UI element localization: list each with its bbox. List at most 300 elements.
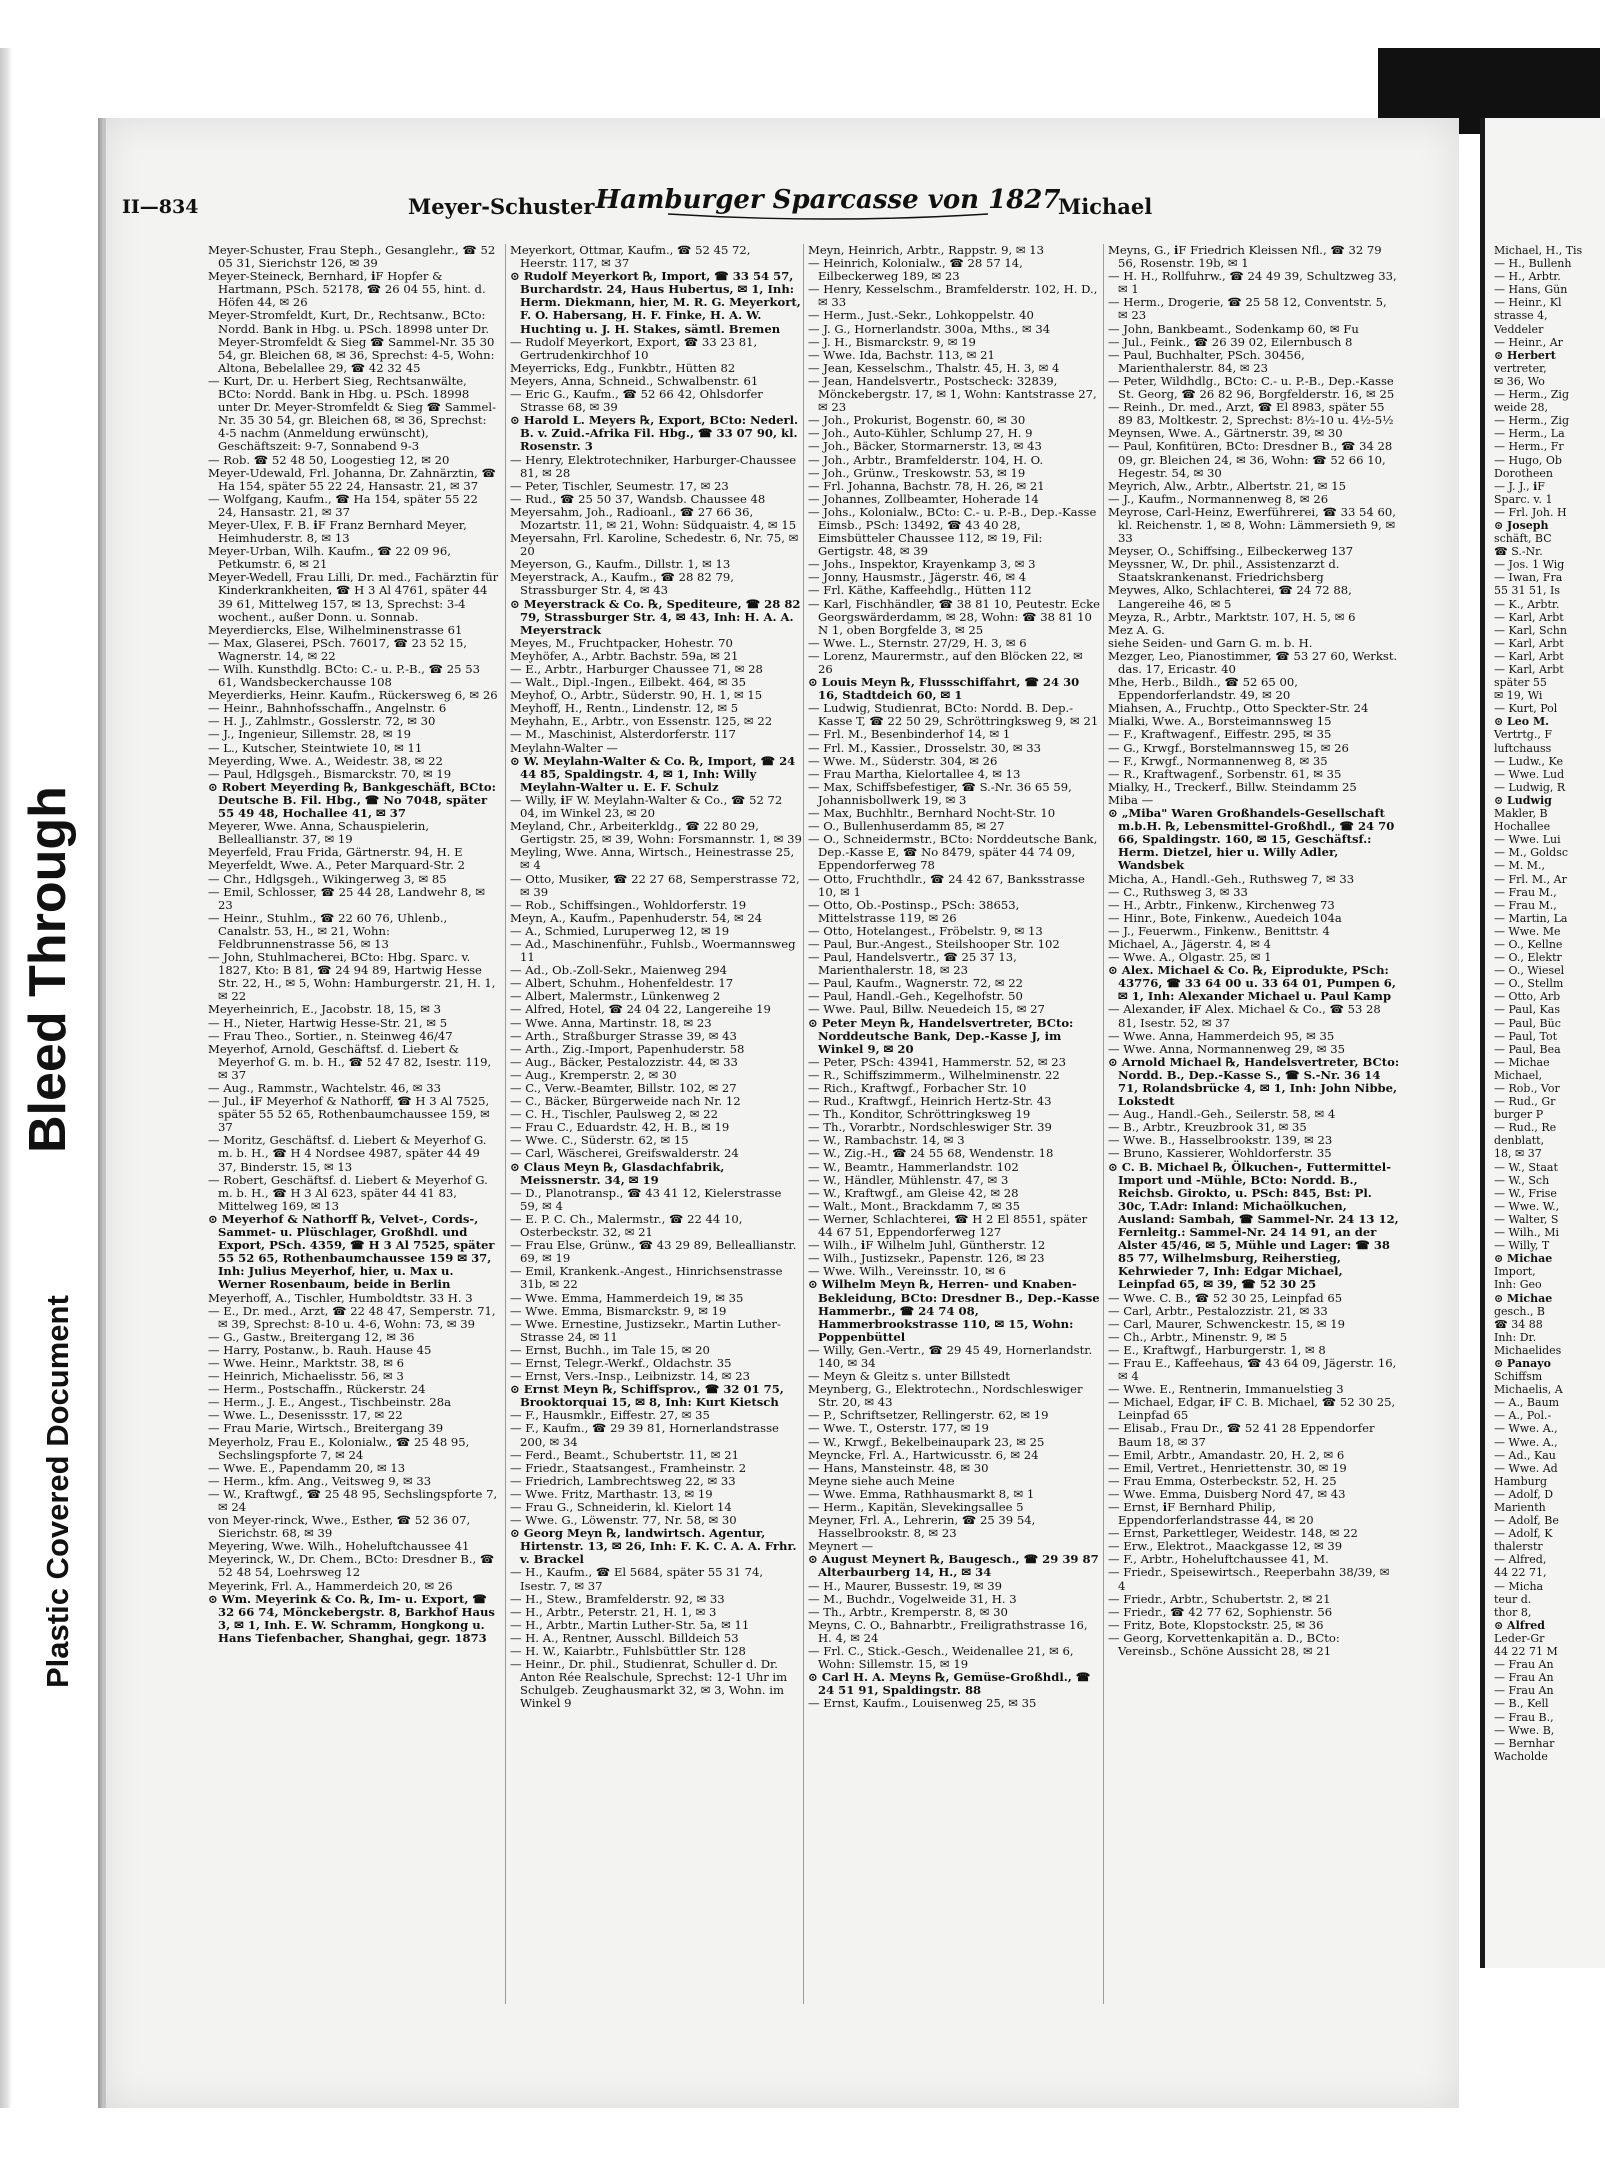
directory-entry: — Heinr., Ar — [1494, 335, 1563, 349]
directory-entry: — H., Arbtr. — [1494, 270, 1561, 284]
directory-entry: Dorotheen — [1494, 466, 1553, 480]
directory-entry: — W., Rambachstr. 14, ✉ 3 — [808, 1133, 965, 1148]
directory-entry: Meyerding, Wwe. A., Weidestr. 38, ✉ 22 — [208, 753, 443, 768]
directory-entry: — Albert, Schuhm., Hohenfeldestr. 17 — [510, 976, 734, 991]
directory-entry: — B., Arbtr., Kreuzbrook 31, ✉ 35 — [1108, 1120, 1307, 1135]
directory-entry: — Karl, Arbt — [1494, 649, 1564, 663]
directory-entry: — Paul, Konfitüren, BCto: Dresdner B., ☎ 34 28 09, gr. Bleichen 24, ✉ 36, Wohn: ☎ 52 66 10, Hegestr. 54, ✉ 30 — [1108, 439, 1393, 480]
directory-entry: — Wilh., Justizsekr., Papenstr. 126, ✉ 23 — [808, 1251, 1045, 1266]
directory-entry: — John, Stuhlmacherei, BCto: Hbg. Sparc. v. 1827, Kto: B 81, ☎ 24 94 89, Hartwig Hesse Str. 22, H., ✉ 5, Wohn: Hamburgerstr. 21, H. 1, ✉ 22 — [208, 950, 496, 1004]
directory-entry: ⊙ August Meynert ℞, Baugesch., ☎ 29 39 87 Alterbaurberg 14, H., ✉ 34 — [808, 1552, 1099, 1580]
directory-entry: Michael, A., Jägerstr. 4, ✉ 4 — [1108, 936, 1271, 951]
directory-entry: — Herm., Zig — [1494, 414, 1569, 428]
directory-entry: — B., Kell — [1494, 1697, 1549, 1711]
directory-entry: — Karl, Fischhändler, ☎ 38 81 10, Peutestr. Ecke Georgswärderdamm, ✉ 28, Wohn: ☎ 38 81 10 N 1, oben Borgfelde 3, ✉ 25 — [808, 596, 1100, 637]
directory-entry: — H. W., Kaiarbtr., Fuhlsbüttler Str. 128 — [510, 1644, 746, 1659]
sparcasse-banner — [595, 168, 1061, 228]
directory-entry: Makler, B — [1494, 807, 1548, 821]
directory-entry: ✉ 19, Wi — [1494, 689, 1543, 703]
directory-entry: — Adolf, K — [1494, 1527, 1553, 1541]
directory-entry: Meyhöfer, A., Arbtr. Bachstr. 59a, ✉ 21 — [510, 648, 739, 663]
directory-entry: — Paul, Kaufm., Wagnerstr. 72, ✉ 22 — [808, 976, 1024, 991]
directory-entry: — Wwe. Anna, Martinstr. 18, ✉ 23 — [510, 1015, 712, 1030]
directory-entry: — Arth., Straßburger Strasse 39, ✉ 43 — [510, 1028, 737, 1043]
directory-entry: — Wwe. E., Papendamm 20, ✉ 13 — [208, 1460, 406, 1475]
directory-entry: — Wwe. Anna, Hammerdeich 95, ✉ 35 — [1108, 1028, 1335, 1043]
directory-entry: — Wwe. L., Sternstr. 27/29, H. 3, ✉ 6 — [808, 635, 1027, 650]
directory-entry: teur d. — [1494, 1592, 1532, 1606]
directory-entry: ✉ 36, Wo — [1494, 374, 1545, 388]
directory-entry: — Ernst, Kaufm., Louisenweg 25, ✉ 35 — [808, 1696, 1037, 1711]
directory-entry: Mezger, Leo, Pianostimmer, ☎ 53 27 60, Werkst. das. 17, Ericastr. 40 — [1108, 648, 1398, 676]
directory-entry: — Th., Arbtr., Kremperstr. 8, ✉ 30 — [808, 1604, 1008, 1619]
directory-entry: — O., Schneidermstr., BCto: Norddeutsche Bank, Dep.-Kasse E, ☎ No 8479, später 44 74 09, Eppendorferweg 78 — [808, 832, 1098, 873]
directory-entry: Meyn, Heinrich, Arbtr., Rappstr. 9, ✉ 13 — [808, 243, 1045, 257]
directory-entry: — Wwe. Emma, Duisberg Nord 47, ✉ 43 — [1108, 1486, 1346, 1501]
directory-entry: — W., Kraftwgf., am Gleise 42, ✉ 28 — [808, 1185, 1019, 1200]
directory-entry: — Wwe. Lui — [1494, 833, 1561, 847]
directory-entry: — Adolf, Be — [1494, 1514, 1559, 1528]
directory-entry: — Max, Buchhltr., Bernhard Nocht-Str. 10 — [808, 806, 1056, 821]
directory-entry: — Ernst, Buchh., im Tale 15, ✉ 20 — [510, 1342, 710, 1357]
directory-entry: Meyne siehe auch Meine — [808, 1473, 955, 1488]
directory-entry: — Wwe. M., Süderstr. 304, ✉ 26 — [808, 753, 998, 768]
directory-entry: — Herm., kfm. Ang., Veitsweg 9, ✉ 33 — [208, 1473, 432, 1488]
directory-entry: — Wwe. A., Olgastr. 25, ✉ 1 — [1108, 950, 1272, 965]
directory-entry: — Ernst, Telegr.-Werkf., Oldachstr. 35 — [510, 1355, 732, 1370]
directory-entry: — M., Buchdr., Vogelweide 31, H. 3 — [808, 1591, 1017, 1606]
directory-entry: — Frl. Joh. H — [1494, 505, 1567, 519]
directory-entry: ⊙ Carl H. A. Meyns ℞, Gemüse-Großhdl., ☎ 24 51 91, Spaldingstr. 88 — [808, 1670, 1091, 1698]
directory-entry: — Wwe. Emma, Hammerdeich 19, ✉ 35 — [510, 1290, 744, 1305]
directory-entry: — Frau Else, Grünw., ☎ 43 29 89, Belleallianstr. 69, ✉ 19 — [510, 1238, 797, 1266]
directory-entry: — Walt., Mont., Brackdamm 7, ✉ 35 — [808, 1198, 1020, 1213]
directory-entry: Hochallee — [1494, 820, 1551, 834]
directory-entry: — H., Arbtr., Martin Luther-Str. 5a, ✉ 11 — [510, 1617, 750, 1632]
directory-entry: — Johs., Inspektor, Krayenkamp 3, ✉ 3 — [808, 557, 1036, 572]
directory-entry: — Hans, Mansteinstr. 48, ✉ 30 — [808, 1460, 989, 1475]
directory-entry: Mez A. G. — [1108, 622, 1165, 637]
directory-entry: — Wwe. Me — [1494, 924, 1561, 938]
directory-entry: von Meyer-rinck, Wwe., Esther, ☎ 52 36 07, Sierichstr. 68, ✉ 39 — [208, 1513, 471, 1541]
directory-entry: — Elisab., Frau Dr., ☎ 52 41 28 Eppendorfer Baum 18, ✉ 37 — [1108, 1421, 1375, 1449]
directory-entry: — H., Maurer, Bussestr. 19, ✉ 39 — [808, 1578, 1003, 1593]
directory-entry: — O., Kellne — [1494, 937, 1563, 951]
directory-entry: — W., Händler, Mühlenstr. 47, ✉ 3 — [808, 1172, 1009, 1187]
directory-entry: Meyer-Udewald, Frl. Johanna, Dr. Zahnärztin, ☎ Ha 154, später 55 22 24, Hansastr. 21, ✉ 37 — [208, 465, 496, 493]
plastic-covered-label: Plastic Covered Document — [40, 1295, 75, 1688]
column-1 — [208, 244, 500, 1645]
directory-entry: — P., Schriftsetzer, Rellingerstr. 62, ✉ 19 — [808, 1408, 1049, 1423]
directory-entry: — Jos. 1 Wig — [1494, 558, 1565, 572]
directory-entry: ⊙ Robert Meyerding ℞, Bankgeschäft, BCto: Deutsche B. Fil. Hbg., ☎ No 7048, später 55 49 48, Hochallee 41, ✉ 37 — [208, 779, 496, 821]
directory-entry: — Reinh., Dr. med., Arzt, ☎ El 8983, später 55 89 83, Moltkestr. 2, Sprechst: 8½-10 u. 4½-5½ — [1108, 400, 1394, 428]
directory-entry: Meyn, A., Kaufm., Papenhuderstr. 54, ✉ 24 — [510, 910, 763, 925]
bleed-through-label: Bleed Through — [19, 786, 77, 1153]
directory-entry: — Otto, Hotelangest., Fröbelstr. 9, ✉ 13 — [808, 923, 1043, 938]
directory-entry: — G., Gastw., Breitergang 12, ✉ 36 — [208, 1329, 415, 1344]
directory-entry: Meyrich, Alw., Arbtr., Albertstr. 21, ✉ 15 — [1108, 478, 1346, 493]
directory-entry: — Paul, Kas — [1494, 1003, 1560, 1017]
directory-entry: — Jonny, Hausmstr., Jägerstr. 46, ✉ 4 — [808, 570, 1027, 585]
directory-entry: gesch., B — [1494, 1304, 1546, 1318]
directory-entry: — Wilh., Mi — [1494, 1226, 1560, 1240]
directory-entry: — O., Elektr — [1494, 951, 1562, 965]
directory-entry: — Walter, S — [1494, 1212, 1559, 1226]
directory-entry: — M., Goldsc — [1494, 846, 1569, 860]
directory-entry: — Wolfgang, Kaufm., ☎ Ha 154, später 55 22 24, Hansastr. 21, ✉ 37 — [208, 491, 478, 519]
directory-entry: — Emil, Arbtr., Amandastr. 20, H. 2, ✉ 6 — [1108, 1447, 1345, 1462]
scan-left-strip — [0, 48, 80, 2108]
directory-entry: — Johs., Kolonialw., BCto: C.- u. P.-B., Dep.-Kasse Eimsb., PSch: 13492, ☎ 43 40 28, Eimsbütteler Chaussee 112, ✉ 19, Fil: Gertigstr. 48, ✉ 39 — [808, 504, 1097, 559]
directory-entry: — Wwe. C. B., ☎ 52 30 25, Leinpfad 65 — [1108, 1290, 1343, 1305]
directory-entry: Meyerer, Wwe. Anna, Schauspielerin, Belleallianstr. 37, ✉ 19 — [208, 819, 430, 847]
directory-entry: ⊙ Wilhelm Meyn ℞, Herren- und Knaben-Bekleidung, BCto: Dresdner B., Dep.-Kasse Hammerbr., ☎ 24 74 08, Hammerbrookstrasse 110, ✉ 15, Wohn: Poppenbüttel — [808, 1277, 1100, 1344]
directory-entry: — Heinrich, Michaelisstr. 56, ✉ 3 — [208, 1369, 404, 1384]
directory-entry: — Jean, Kesselschm., Thalstr. 45, H. 3, ✉ 4 — [808, 360, 1060, 375]
page-number: II—834 — [122, 196, 199, 218]
page-header — [108, 185, 1153, 230]
directory-entry: — K., Arbtr. — [1494, 597, 1560, 611]
directory-entry: — Herm., Kapitän, Slevekingsallee 5 — [808, 1500, 1024, 1514]
directory-entry: — Frl. M., Ar — [1494, 872, 1567, 886]
directory-entry: ⊙ „Miba" Waren Großhandels-Gesellschaft m.b.H. ℞, Lebensmittel-Großhdl., ☎ 24 70 66, Spaldingstr. 160, ✉ 15, Geschäftsf.: Herm. Dietzel, hier u. Willy Adler, Wandsbek — [1108, 806, 1395, 873]
directory-entry: — J. G., Hornerlandstr. 300a, Mths., ✉ 34 — [808, 321, 1051, 336]
directory-entry: Meyns, C. O., Bahnarbtr., Freiligrathstrasse 16, H. 4, ✉ 24 — [808, 1617, 1088, 1645]
directory-entry: — Peter, PSch: 43941, Hammerstr. 52, ✉ 23 — [808, 1054, 1067, 1069]
directory-entry: — Wwe. Wilh., Vereinsstr. 10, ✉ 6 — [808, 1264, 1006, 1279]
directory-entry: burger P — [1494, 1108, 1544, 1122]
directory-entry: ⊙ Wm. Meyerink & Co. ℞, Im- u. Export, ☎ 32 66 74, Mönckebergstr. 8, Barkhof Haus 3, ✉ 1, Inh. E. W. Schramm, Hongkong u. Hans Tiefenbacher, Shanghai, gegr. 1873 — [208, 1591, 495, 1645]
directory-entry: — Rud., Re — [1494, 1121, 1557, 1135]
directory-entry: — Willy, ℹF W. Meylahn-Walter & Co., ☎ 52 72 04, im Winkel 23, ✉ 20 — [510, 792, 783, 821]
directory-entry: — Friedrich, Lambrechtsweg 22, ✉ 33 — [510, 1473, 736, 1488]
directory-entry: — H. J., Zahlmstr., Gosslerstr. 72, ✉ 30 — [208, 714, 436, 729]
directory-entry: — Wwe. T., Osterstr. 177, ✉ 19 — [808, 1421, 989, 1436]
directory-entry: Meyerson, G., Kaufm., Dillstr. 1, ✉ 13 — [510, 557, 731, 572]
directory-entry: Miba — — [1108, 792, 1154, 807]
directory-entry: — Willy, T — [1494, 1239, 1550, 1253]
directory-entry: — Werner, Schlachterei, ☎ H 2 El 8551, später 44 67 51, Eppendorferweg 127 — [808, 1211, 1088, 1240]
directory-entry: ⊙ Claus Meyn ℞, Glasdachfabrik, Meissnerstr. 34, ✉ 19 — [510, 1159, 725, 1187]
directory-entry: Meyerkort, Ottmar, Kaufm., ☎ 52 45 72, Heerstr. 117, ✉ 37 — [510, 243, 751, 271]
directory-entry: Mialki, Wwe. A., Borsteimannsweg 15 — [1108, 714, 1332, 729]
directory-entry: — Hans, Gün — [1494, 283, 1568, 297]
directory-entry: — Georg, Korvettenkapitän a. D., BCto: Vereinsb., Schöne Aussicht 28, ✉ 21 — [1108, 1630, 1340, 1659]
directory-entry: ⊙ Arnold Michael ℞, Handelsvertreter, BCto: Nordd. B., Dep.-Kasse S., ☎ S.-Nr. 36 14 71, Rolandsbrücke 4, ✉ 1, Inh: John Nibbe, Lokstedt — [1108, 1054, 1400, 1109]
directory-entry: — John, Bankbeamt., Sodenkamp 60, ✉ Fu — [1108, 321, 1359, 336]
directory-entry: — H., Arbtr., Peterstr. 21, H. 1, ✉ 3 — [510, 1604, 717, 1619]
directory-entry: Meyerdiercks, Else, Wilhelminenstrasse 61 — [208, 622, 463, 637]
directory-entry: — Frau Martha, Kielortallee 4, ✉ 13 — [808, 766, 1021, 781]
directory-entry: — M., Maschinist, Alsterdorferstr. 117 — [510, 727, 736, 742]
directory-entry: ⊙ Leo M. — [1494, 715, 1549, 729]
directory-entry: — Wwe. Paul, Billw. Neuedeich 15, ✉ 27 — [808, 1002, 1045, 1017]
directory-entry: — Wwe. B., Hasselbrookstr. 139, ✉ 23 — [1108, 1133, 1333, 1148]
directory-entry: — Ad., Kau — [1494, 1448, 1556, 1462]
directory-entry: — Frau Marie, Wirtsch., Breitergang 39 — [208, 1421, 444, 1436]
directory-entry: — Heinrich, Kolonialw., ☎ 28 57 14, Eilbeckerweg 189, ✉ 23 — [808, 256, 1023, 284]
directory-entry: — Otto, Musiker, ☎ 22 27 68, Semperstrasse 72, ✉ 39 — [510, 871, 800, 899]
directory-entry: — Wwe. Ida, Bachstr. 113, ✉ 21 — [808, 347, 995, 362]
directory-entry: 44 22 71 M — [1494, 1645, 1558, 1659]
directory-entry: — H., Kaufm., ☎ El 5684, später 55 31 74, Isestr. 7, ✉ 37 — [510, 1565, 764, 1593]
directory-entry: — Peter, Tischler, Seumestr. 17, ✉ 23 — [510, 478, 729, 493]
directory-entry: — Wwe. G., Löwenstr. 77, Nr. 58, ✉ 30 — [510, 1513, 737, 1528]
directory-entry: Meyer-Stromfeldt, Kurt, Dr., Rechtsanw., BCto: Nordd. Bank in Hbg. u. PSch. 18998 unter Dr. Meyer-Stromfeldt & Sieg ☎ Sammel-Nr. 35 30 54, gr. Bleichen 68, ✉ 36, Sprechst: 4-5, Wohn: Altona, Bebelallee 29, ☎ 42 32 45 — [208, 308, 495, 375]
directory-entry: — F., Kaufm., ☎ 29 39 81, Hornerlandstrasse 200, ✉ 34 — [510, 1421, 779, 1449]
directory-entry: Meyerhof, Arnold, Geschäftsf. d. Liebert & Meyerhof G. m. b. H., ☎ 52 47 82, Isestr. 119, ✉ 37 — [208, 1041, 492, 1082]
directory-entry: — Jean, Handelsvertr., Postscheck: 32839, Mönckebergstr. 17, ✉ 1, Wohn: Kantstrasse 27, ✉ 23 — [808, 373, 1097, 415]
directory-entry: — H. H., Rollfuhrw., ☎ 24 49 39, Schultzweg 33, ✉ 1 — [1108, 269, 1397, 297]
directory-entry: ⊙ Meyerhof & Nathorff ℞, Velvet-, Cords-, Sammet- u. Plüschlager, Großhdl. und Export, PSch. 4359, ☎ H 3 Al 7525, später 55 52 65, Rothenbaumchaussee 159 ✉ 37, Inh: Julius Meyerhof, hier, u. Max u. Werner Rosenbaum, beide in Berlin — [208, 1211, 495, 1292]
directory-entry: — Carl, Maurer, Schwenckestr. 15, ✉ 19 — [1108, 1316, 1346, 1331]
directory-entry: — Rud., Kraftwgf., Heinrich Hertz-Str. 43 — [808, 1094, 1052, 1109]
directory-entry: — Friedr., Arbtr., Schubertstr. 2, ✉ 21 — [1108, 1591, 1331, 1606]
directory-entry: — Frau G., Schneiderin, kl. Kielort 14 — [510, 1500, 732, 1514]
range-end: Michael — [1058, 194, 1153, 219]
directory-entry: — Eric G., Kaufm., ☎ 52 66 42, Ohlsdorfer Strasse 68, ✉ 39 — [510, 387, 763, 415]
directory-entry: — Wwe. Heinr., Marktstr. 38, ✉ 6 — [208, 1355, 404, 1370]
directory-entry: — Fritz, Bote, Klopstockstr. 25, ✉ 36 — [1108, 1617, 1324, 1632]
directory-entry: — G., Krwgf., Borstelmannsweg 15, ✉ 26 — [1108, 740, 1349, 755]
directory-entry: — Emil, Krankenk.-Angest., Hinrichsenstrasse 31b, ✉ 22 — [510, 1264, 783, 1292]
directory-entry: — H., Nieter, Hartwig Hesse-Str. 21, ✉ 5 — [208, 1015, 448, 1030]
directory-entry: Sparc. v. 1 — [1494, 492, 1553, 506]
directory-entry: — Frau An — [1494, 1684, 1554, 1698]
directory-entry: — L., Kutscher, Steintwiete 10, ✉ 11 — [208, 740, 423, 755]
directory-entry: — Heinr., Kl — [1494, 296, 1562, 310]
directory-entry: — Paul, Handl.-Geh., Kegelhofstr. 50 — [808, 989, 1023, 1004]
directory-entry: ⊙ Ernst Meyn ℞, Schiffsprov., ☎ 32 01 75, Brooktorquai 15, ✉ 8, Inh: Kurt Kietsch — [510, 1382, 784, 1410]
directory-entry: — J., Feuerwm., Finkenw., Benittstr. 4 — [1108, 923, 1330, 938]
page-left-edge — [98, 118, 106, 2108]
directory-entry: Meywes, Alko, Schlachterei, ☎ 24 72 88, Langereihe 46, ✉ 5 — [1108, 583, 1352, 611]
directory-entry: — Heinr., Bahnhofsschaffn., Angelnstr. 6 — [208, 701, 447, 716]
directory-entry: — Walt., Dipl.-Ingen., Eilbekt. 464, ✉ 35 — [510, 675, 746, 690]
directory-entry: Meyerheinrich, E., Jacobstr. 18, 15, ✉ 3 — [208, 1002, 442, 1017]
directory-entry: — Paul, Hdlgsgeh., Bismarckstr. 70, ✉ 19 — [208, 766, 452, 781]
directory-entry: — Karl, Arbt — [1494, 610, 1564, 624]
directory-entry: — Friedr., ☎ 42 77 62, Sophienstr. 56 — [1108, 1604, 1333, 1619]
directory-entry: Meynert — — [808, 1539, 874, 1554]
directory-entry: — W., Sch — [1494, 1173, 1550, 1187]
directory-entry: — H., Bullenh — [1494, 257, 1572, 271]
directory-entry: — Frau C., Eduardstr. 42, H. B., ✉ 19 — [510, 1120, 730, 1135]
directory-entry: — Michae — [1494, 1055, 1550, 1069]
directory-entry: — Arth., Zig.-Import, Papenhuderstr. 58 — [510, 1041, 745, 1056]
directory-entry: Meyerdierks, Heinr. Kaufm., Rückersweg 6, ✉ 26 — [208, 688, 498, 703]
directory-entry: ☎ 34 88 — [1494, 1317, 1543, 1331]
directory-entry: — Johannes, Zollbeamter, Hoherade 14 — [808, 491, 1039, 506]
directory-entry: Meyes, M., Fruchtpacker, Hohestr. 70 — [510, 635, 733, 650]
directory-entry: Miahsen, A., Fruchtp., Otto Speckter-Str. 24 — [1108, 701, 1369, 716]
column-5-cropped — [1494, 244, 1594, 1763]
directory-entry: — Paul, Handelsvertr., ☎ 25 37 13, Marienthalerstr. 18, ✉ 23 — [808, 950, 1017, 978]
directory-entry: ⊙ Louis Meyn ℞, Flussschiffahrt, ☎ 24 30 16, Stadtdeich 60, ✉ 1 — [808, 675, 1080, 703]
directory-entry: — Herm., La — [1494, 427, 1565, 441]
directory-entry: — Henry, Kesselschm., Bramfelderstr. 102, H. D., ✉ 33 — [808, 282, 1098, 310]
directory-entry: — Ch., Arbtr., Minenstr. 9, ✉ 5 — [1108, 1329, 1288, 1344]
directory-entry: — W., Krwgf., Bekelbeinaupark 23, ✉ 25 — [808, 1434, 1045, 1449]
directory-entry: — Wwe. Emma, Bismarckstr. 9, ✉ 19 — [510, 1303, 727, 1318]
directory-entry: Meyerricks, Edg., Funkbtr., Hütten 82 — [510, 360, 736, 375]
directory-entry: Mialky, H., Treckerf., Billw. Steindamm 25 — [1108, 779, 1357, 794]
directory-entry: — Bruno, Kassierer, Wohldorferstr. 35 — [1108, 1146, 1332, 1161]
directory-entry: — Ludw., Ke — [1494, 754, 1563, 768]
directory-entry: Meyer-Wedell, Frau Lilli, Dr. med., Fachärztin für Kinderkrankheiten, ☎ H 3 Al 4761, später 44 39 61, Mittelweg 157, ✉ 13, Sprechst: 3-4 wochent., außer Donn. u. Sonnab. — [208, 570, 499, 624]
directory-entry: thor 8, — [1494, 1605, 1532, 1619]
directory-entry: — H., Arbtr., Finkenw., Kirchenweg 73 — [1108, 897, 1335, 912]
column-3 — [808, 244, 1100, 1711]
banner-text: Hamburger Sparcasse von 1827 — [595, 185, 1061, 215]
directory-entry: Micha, A., Handl.-Geh., Ruthsweg 7, ✉ 33 — [1108, 871, 1355, 886]
directory-entry: — Henry, Elektrotechniker, Harburger-Chaussee 81, ✉ 28 — [510, 452, 797, 480]
column-4 — [1108, 244, 1400, 1658]
directory-entry: — Paul, Bur.-Angest., Steilshooper Str. 102 — [808, 936, 1060, 951]
directory-entry: Schiffsm — [1494, 1370, 1543, 1384]
directory-entry: Meyerstrack, A., Kaufm., ☎ 28 82 79, Strassburger Str. 4, ✉ 43 — [510, 570, 734, 598]
directory-entry: — Paul, Buchhalter, PSch. 30456, Marienthalerstr. 84, ✉ 23 — [1108, 347, 1305, 375]
directory-entry: — Hinr., Bote, Finkenw., Auedeich 104a — [1108, 910, 1342, 925]
directory-entry: ⊙ C. B. Michael ℞, Ölkuchen-, Futtermittel-Import und -Mühle, BCto: Nordd. B., Reichsb. Girokto, u. PSch: 845, Bst: Pl. 30c, T.Adr: Inland: Michaölkuchen, Ausland: Sambah, ☎ Sammel-Nr. 24 13 12, Fernleitg.: Sammel-Nr. 24 14 91, an der Alster 45/46, ✉ 5, Mühle und Lager: ☎ 38 85 77, Wilhelmsburg, Reiherstieg, Kehrwieder 7, Inh: Edgar Michael, Leinpfad 65, ✉ 39, ☎ 52 30 25 — [1108, 1159, 1399, 1292]
directory-entry: — Martin, La — [1494, 911, 1568, 925]
directory-entry: schäft, BC — [1494, 532, 1552, 546]
directory-entry: — Otto, Ob.-Postinsp., PSch: 38653, Mittelstrasse 119, ✉ 26 — [808, 897, 1020, 925]
directory-entry: Meyhof, O., Arbtr., Süderstr. 90, H. 1, ✉ 15 — [510, 688, 763, 703]
directory-entry: 44 22 71, — [1494, 1566, 1547, 1580]
directory-entry: — Frl. C., Stick.-Gesch., Weidenallee 21, ✉ 6, Wohn: Sillemstr. 15, ✉ 19 — [808, 1644, 1074, 1672]
directory-entry: Meyland, Chr., Arbeiterkldg., ☎ 22 80 29, Gertigstr. 25, ✉ 39, Wohn: Forsmannstr. 1, ✉ 39 — [510, 819, 802, 847]
directory-entry: — Frau M., — [1494, 885, 1557, 899]
directory-entry: — Jul., Feink., ☎ 26 39 02, Eilernbusch 8 — [1108, 334, 1353, 349]
directory-entry: — Harry, Postanw., b. Rauh. Hause 45 — [208, 1342, 432, 1357]
directory-entry: — Rud., ☎ 25 50 37, Wandsb. Chaussee 48 — [510, 491, 766, 506]
directory-entry: — J., Ingenieur, Sillemstr. 28, ✉ 19 — [208, 727, 411, 742]
directory-entry: — Rob., Vor — [1494, 1082, 1560, 1095]
directory-entry: ⊙ Harold L. Meyers ℞, Export, BCto: Nederl. B. v. Zuid.-Afrika Fil. Hbg., ☎ 33 07 90, kl. Rosenstr. 3 — [510, 413, 799, 454]
directory-entry: — Friedr., Staatsangest., Framheinstr. 2 — [510, 1460, 747, 1475]
directory-entry: Michaelis, A — [1494, 1383, 1563, 1397]
directory-entry: — Frau An — [1494, 1658, 1554, 1672]
directory-entry: — Meyn & Gleitz s. unter Billstedt — [808, 1369, 1010, 1384]
directory-entry: — J., Kaufm., Normannenweg 8, ✉ 26 — [1108, 491, 1329, 506]
directory-entry: — F., Hausmklr., Eiffestr. 27, ✉ 35 — [510, 1408, 710, 1423]
directory-entry: — Wwe. Ernestine, Justizsekr., Martin Luther-Strasse 24, ✉ 11 — [510, 1316, 781, 1344]
directory-entry: — R., Schiffszimmerm., Wilhelminenstr. 22 — [808, 1067, 1060, 1082]
directory-entry: — Wwe. B, — [1494, 1723, 1555, 1737]
directory-entry: — Erw., Elektrot., Maackgasse 12, ✉ 39 — [1108, 1539, 1343, 1554]
directory-entry: — J. J., ℹF — [1494, 479, 1545, 493]
directory-entry: — E., Kraftwgf., Harburgerstr. 1, ✉ 8 — [1108, 1342, 1326, 1357]
directory-entry: — Rob., Schiffsingen., Wohldorferstr. 19 — [510, 897, 747, 912]
directory-entry: vertreter, — [1494, 361, 1547, 375]
directory-entry: Hamburg — [1494, 1474, 1548, 1488]
directory-entry: ⊙ Alex. Michael & Co. ℞, Eiprodukte, PSch: 43776, ☎ 33 64 00 u. 33 64 01, Pumpen 6, ✉ 1, Inh: Alexander Michael u. Paul Kamp — [1108, 963, 1396, 1004]
directory-entry: — H. A., Rentner, Ausschl. Billdeich 53 — [510, 1630, 739, 1645]
directory-entry: Meyser, O., Schiffsing., Eilbeckerweg 137 — [1108, 544, 1354, 559]
directory-entry: — Joh., Prokurist, Bogenstr. 60, ✉ 30 — [808, 413, 1026, 428]
directory-entry: — Wwe. Ad — [1494, 1461, 1558, 1475]
directory-entry: — Paul, Bea — [1494, 1042, 1561, 1056]
directory-entry: — Frl. M., Kassier., Drosselstr. 30, ✉ 33 — [808, 740, 1042, 755]
directory-entry: Meyza, R., Arbtr., Marktstr. 107, H. 5, ✉ 6 — [1108, 609, 1356, 624]
directory-entry: — Robert, Geschäftsf. d. Liebert & Meyerhof G. m. b. H., ☎ H 3 Al 623, später 44 41 83, Mittelweg 169, ✉ 13 — [208, 1172, 488, 1213]
directory-entry: Michael, — [1494, 1068, 1543, 1082]
directory-entry: ⊙ Rudolf Meyerkort ℞, Import, ☎ 33 54 57, Burchardstr. 24, Haus Hubertus, ✉ 1, Inh: Herm. Diekmann, hier, M. R. G. Meyerkort, F. O. Habersang, H. F. Finke, H. A. W. Huchting u. J. H. Stakes, sämtl. Bremen — [510, 269, 801, 336]
directory-entry: — W., Kraftwgf., ☎ 25 48 95, Sechslingspforte 7, ✉ 24 — [208, 1486, 498, 1514]
directory-entry: luftchauss — [1494, 741, 1552, 755]
directory-entry: Meynberg, G., Elektrotechn., Nordschleswiger Str. 20, ✉ 43 — [808, 1382, 1083, 1410]
directory-entry: Meyhahn, E., Arbtr., von Essenstr. 125, ✉ 22 — [510, 714, 773, 729]
directory-entry: Meyers, Anna, Schneid., Schwalbenstr. 61 — [510, 373, 759, 388]
directory-entry: Meyncke, Frl. A., Hartwicusstr. 6, ✉ 24 — [808, 1447, 1039, 1462]
directory-entry: — Herm., Zig — [1494, 388, 1569, 402]
directory-entry: weide 28, — [1494, 401, 1548, 415]
directory-entry: Meyerholz, Frau E., Kolonialw., ☎ 25 48 95, Sechslingspforte 7, ✉ 24 — [208, 1434, 470, 1462]
directory-entry: — Karl, Schn — [1494, 623, 1567, 637]
directory-entry: — Kurt, Pol — [1494, 702, 1558, 716]
directory-entry: — Wwe. Lud — [1494, 767, 1565, 781]
directory-entry: Leder-Gr — [1494, 1631, 1545, 1645]
directory-entry: — F., Krwgf., Normannenweg 8, ✉ 35 — [1108, 753, 1328, 768]
directory-entry: Meylahn-Walter — — [510, 740, 618, 755]
directory-entry: Meyerhoff, A., Tischler, Humboldtstr. 33 H. 3 — [208, 1290, 473, 1305]
directory-entry: — D., Planotransp., ☎ 43 41 12, Kielerstrasse 59, ✉ 4 — [510, 1185, 782, 1213]
directory-entry: — C. H., Tischler, Paulsweg 2, ✉ 22 — [510, 1107, 718, 1122]
directory-entry: — Karl, Arbt — [1494, 663, 1564, 676]
directory-entry: ⊙ Ludwig — [1494, 793, 1552, 807]
directory-entry: — O., Bullenhuserdamm 85, ✉ 27 — [808, 819, 1005, 834]
directory-entry: — F., Arbtr., Hoheluftchaussee 41, M. — [1108, 1552, 1329, 1567]
directory-entry: denblatt, — [1494, 1134, 1545, 1148]
directory-entry: — Frl. Johanna, Bachstr. 78, H. 26, ✉ 21 — [808, 478, 1045, 493]
directory-entry: — J. H., Bismarckstr. 9, ✉ 19 — [808, 334, 976, 349]
directory-entry: — C., Bäcker, Bürgerweide nach Nr. 12 — [510, 1094, 741, 1109]
directory-entry: — Friedr., Speisewirtsch., Reeperbahn 38/39, ✉ 4 — [1108, 1565, 1390, 1593]
directory-entry: — Joh., Auto-Kühler, Schlump 27, H. 9 — [808, 426, 1033, 441]
directory-entry: Inh: Dr. — [1494, 1330, 1537, 1344]
directory-entry: — Aug., Bäcker, Pestalozzistr. 44, ✉ 33 — [510, 1054, 738, 1069]
directory-entry: Import, — [1494, 1265, 1536, 1279]
directory-entry: — M. M., — [1494, 859, 1546, 873]
directory-entry: — O., Stellm — [1494, 977, 1564, 991]
range-start: Meyer-Schuster — [408, 194, 595, 219]
directory-entry: — Herm., J. E., Angest., Tischbeinstr. 28a — [208, 1395, 451, 1410]
directory-entry: — Wilh., ℹF Wilhelm Juhl, Güntherstr. 12 — [808, 1238, 1046, 1253]
directory-entry: — Adolf, D — [1494, 1487, 1554, 1501]
directory-entry: — Frau Emma, Osterbeckstr. 52, H. 25 — [1108, 1473, 1337, 1488]
directory-entry: ⊙ Joseph — [1494, 518, 1549, 532]
directory-entry: — Aug., Handl.-Geh., Seilerstr. 58, ✉ 4 — [1108, 1107, 1336, 1122]
directory-entry: ⊙ Herbert — [1494, 348, 1556, 362]
directory-entry: — Ludwig, R — [1494, 780, 1566, 794]
directory-entry: — O., Wiesel — [1494, 964, 1565, 978]
directory-entry: — Frau B., — [1494, 1710, 1554, 1724]
directory-entry: — Wwe. E., Rentnerin, Immanuelstieg 3 — [1108, 1382, 1344, 1397]
directory-entry: — Hugo, Ob — [1494, 453, 1562, 467]
directory-entry: ⊙ Michae — [1494, 1252, 1553, 1266]
directory-entry: siehe Seiden- und Garn G. m. b. H. — [1108, 635, 1313, 650]
directory-entry: — E. P. C. Ch., Malermstr., ☎ 22 44 10, Osterbeckstr. 32, ✉ 21 — [510, 1211, 743, 1240]
directory-entry: — F., Kraftwagenf., Eiffestr. 295, ✉ 35 — [1108, 727, 1332, 742]
column-rule — [505, 244, 506, 2004]
directory-entry: — A., Schmied, Luruperweg 12, ✉ 19 — [510, 923, 730, 938]
directory-entry: ⊙ Panayo — [1494, 1356, 1552, 1370]
directory-entry: — Lorenz, Maurermstr., auf den Blöcken 22, ✉ 26 — [808, 648, 1083, 676]
directory-entry: — Otto, Arb — [1494, 990, 1561, 1004]
directory-entry: — Ernst, Parkettleger, Weidestr. 148, ✉ 22 — [1108, 1526, 1358, 1541]
